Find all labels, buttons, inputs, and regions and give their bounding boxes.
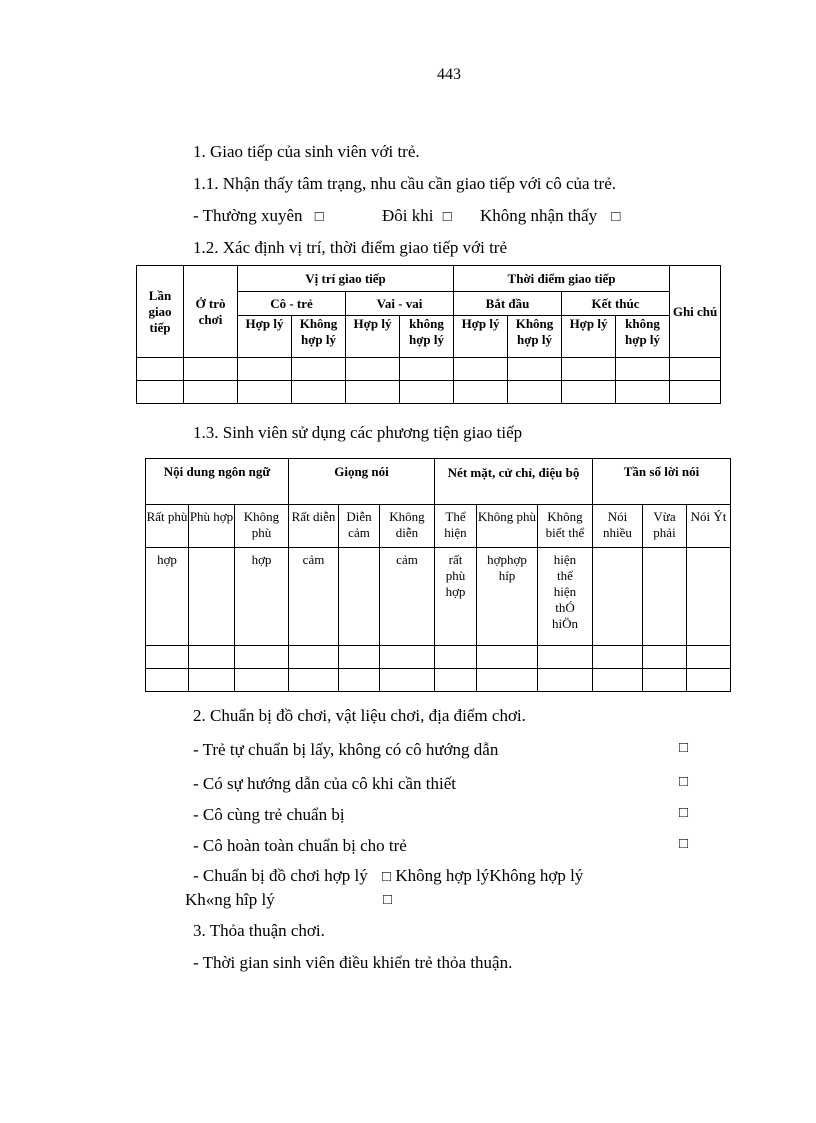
table-cell[interactable] [538,669,593,692]
table-cell[interactable] [687,669,731,692]
table-cell[interactable]: hợp [235,548,289,646]
table-cell[interactable] [616,358,670,381]
header-lan-giao-tiep: Lần giao tiếp [137,266,184,358]
checkbox-often[interactable]: □ [314,209,324,225]
checkbox-never[interactable]: □ [611,209,621,225]
option-label: Đôi khi [382,206,434,225]
table-cell[interactable] [670,381,721,404]
table-cell[interactable] [235,646,289,669]
table-cell[interactable] [562,358,616,381]
table-cell[interactable] [508,358,562,381]
prep-option-label: - Có sự hướng dẫn của cô khi cần thiết [193,774,456,793]
table-cell[interactable] [454,358,508,381]
header-giong-noi: Giọng nói [289,459,435,505]
prep-toys-rest: Không hợp lýKhông hợp lý [395,866,584,885]
header-thoi-diem-giao-tiep: Thời điểm giao tiếp [454,266,670,292]
subheader: Nói nhiều [593,505,643,548]
header-net-mat: Nét mặt, cử chỉ, điệu bộ [435,459,593,505]
subheader: Không biết thể [538,505,593,548]
header-khong-hop-ly: Không hợp lý [508,316,562,358]
table-cell[interactable] [339,646,380,669]
table-cell[interactable] [289,669,339,692]
prep-option-label: - Trẻ tự chuẩn bị lấy, không có cô hướng dẫn [193,740,499,759]
table-cell[interactable] [380,646,435,669]
table-cell[interactable] [593,548,643,646]
table-cell[interactable] [435,669,477,692]
header-ghi-chu: Ghi chú [670,266,721,358]
table-cell[interactable] [687,548,731,646]
header-o-tro-choi: Ở trò chơi [184,266,238,358]
header-khong-hop-ly: không hợp lý [400,316,454,358]
subheader: Không phù [235,505,289,548]
header-hop-ly: Hợp lý [454,316,508,358]
subheader: Nói Ýt [687,505,731,548]
table-cell[interactable] [289,646,339,669]
frequency-option-often [193,206,324,227]
table-cell[interactable] [477,646,538,669]
table-cell[interactable]: hiện thể hiện thÓ hiÖn [538,548,593,646]
header-vai-vai: Vai - vai [346,292,454,316]
table-cell[interactable] [235,669,289,692]
checkbox-sometimes[interactable]: □ [442,209,452,225]
table-cell[interactable] [339,669,380,692]
table-cell[interactable] [454,381,508,404]
table-cell[interactable] [508,381,562,404]
table-cell[interactable] [643,669,687,692]
checkbox-prep-toys[interactable]: □ [382,869,392,885]
table-cell[interactable] [292,358,346,381]
section-1-heading: 1. Giao tiếp của sinh viên với trẻ. [193,142,420,161]
subheader: Thể hiện [435,505,477,548]
header-bat-dau: Bắt đầu [454,292,562,316]
section-3-heading: 3. Thỏa thuận chơi. [193,921,325,940]
subsection-1-1: 1.1. Nhận thấy tâm trạng, nhu cầu cần giao tiếp với cô của trẻ. [193,174,616,193]
subheader: Diễn cảm [339,505,380,548]
prep-toys-line-2: Kh«ng hîp lý [185,890,275,909]
table-cell[interactable] [477,669,538,692]
table-cell[interactable] [687,646,731,669]
header-tan-so-loi-noi: Tần số lời nói [593,459,731,505]
checkbox-prep-1[interactable]: □ [679,740,689,756]
table-cell[interactable] [189,669,235,692]
header-noi-dung-ngon-ngu: Nội dung ngôn ngữ [146,459,289,505]
subheader: Vừa phải [643,505,687,548]
table-row [146,669,731,692]
table-cell[interactable] [616,381,670,404]
table-cell[interactable] [184,381,238,404]
table-cell[interactable] [593,669,643,692]
prep-toys-label: - Chuẩn bị đồ chơi hợp lý [193,866,368,885]
table-row [137,358,721,381]
subheader: Rất diễn [289,505,339,548]
option-label: Không nhận thấy [480,206,598,225]
table-cell[interactable] [562,381,616,404]
table-row [146,646,731,669]
header-hop-ly: Hợp lý [346,316,400,358]
table-cell[interactable] [400,358,454,381]
prep-option-label: - Cô cùng trẻ chuẩn bị [193,805,345,824]
frequency-option-sometimes [382,206,452,227]
table-cell[interactable] [643,548,687,646]
table-cell[interactable] [538,646,593,669]
header-ket-thuc: Kết thúc [562,292,670,316]
checkbox-prep-toys-2[interactable]: □ [383,892,393,908]
table-cell[interactable] [339,548,380,646]
page-number: 443 [437,66,461,83]
table-cell[interactable] [292,381,346,404]
checkbox-prep-3[interactable]: □ [679,805,689,821]
header-hop-ly: Hợp lý [238,316,292,358]
table-cell[interactable] [238,358,292,381]
communication-means-table [145,458,731,692]
table-cell[interactable] [346,381,400,404]
table-cell[interactable] [593,646,643,669]
subsection-1-3: 1.3. Sinh viên sử dụng các phương tiện giao tiếp [193,423,523,442]
section-2-heading: 2. Chuẩn bị đồ chơi, vật liệu chơi, địa điểm chơi. [193,706,526,725]
prep-option-label: - Cô hoàn toàn chuẩn bị cho trẻ [193,836,407,855]
table-row [137,381,721,404]
table-cell[interactable]: cảm [289,548,339,646]
table-cell[interactable]: rất phù hợp [435,548,477,646]
table-cell[interactable] [670,358,721,381]
table-cell[interactable] [146,646,189,669]
checkbox-prep-4[interactable]: □ [679,836,689,852]
header-khong-hop-ly: không hợp lý [616,316,670,358]
communication-position-table [136,265,721,404]
table-cell[interactable] [400,381,454,404]
table-cell[interactable]: cảm [380,548,435,646]
table-cell[interactable] [184,358,238,381]
subheader: Không diễn [380,505,435,548]
subheader: Không phù [477,505,538,548]
table-cell[interactable]: hợphợp híp [477,548,538,646]
table-cell[interactable] [380,669,435,692]
table-cell[interactable] [643,646,687,669]
header-hop-ly: Hợp lý [562,316,616,358]
option-label: - Thường xuyên [193,206,303,225]
table-cell[interactable] [137,358,184,381]
subheader: Phù hợp [189,505,235,548]
table-cell[interactable] [189,646,235,669]
table-cell[interactable] [137,381,184,404]
checkbox-prep-2[interactable]: □ [679,774,689,790]
subheader: Rất phù [146,505,189,548]
table-cell[interactable] [346,358,400,381]
table-cell[interactable]: hợp [146,548,189,646]
header-vi-tri-giao-tiep: Vị trí giao tiếp [238,266,454,292]
section-3-item: - Thời gian sinh viên điều khiển trẻ thỏa thuận. [193,953,513,972]
table-cell[interactable] [238,381,292,404]
table-row [146,548,731,646]
table-cell[interactable] [435,646,477,669]
prep-toys-line [193,866,583,887]
table-cell[interactable] [146,669,189,692]
header-co-tre: Cô - trẻ [238,292,346,316]
table-cell[interactable] [189,548,235,646]
frequency-option-never [480,206,620,227]
header-khong-hop-ly: Không hợp lý [292,316,346,358]
subsection-1-2: 1.2. Xác định vị trí, thời điểm giao tiếp với trẻ [193,238,508,257]
